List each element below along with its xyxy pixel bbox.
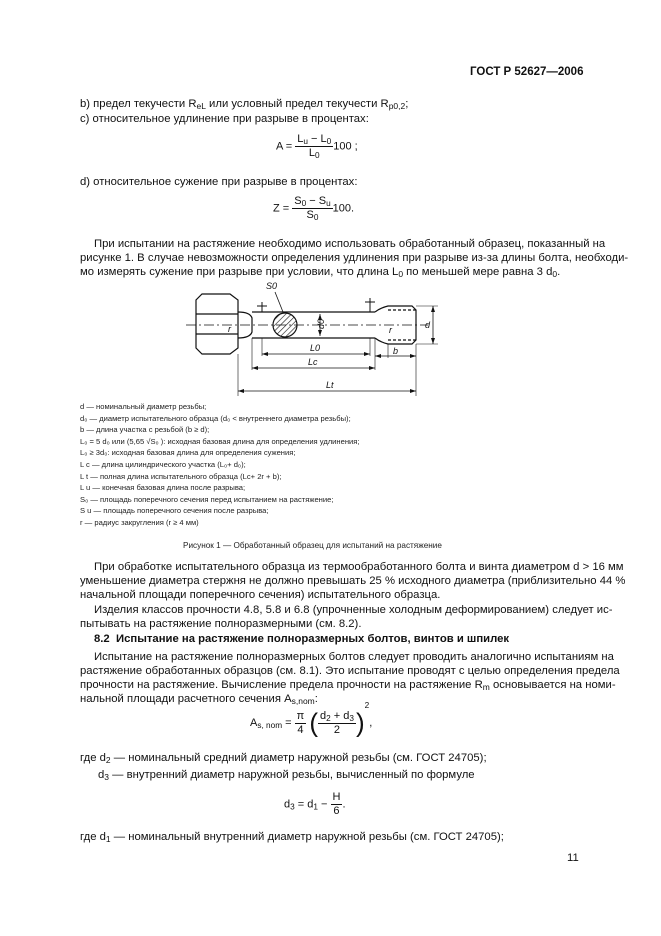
- label-lt: Lt: [326, 380, 334, 390]
- paragraph-1-line-1: При испытании на растяжение необходимо использовать обработанный образец, показанный на: [94, 238, 606, 250]
- legend-item: L₀ ≥ 3d₀: исходная базовая длина для определения сужения;: [80, 448, 296, 458]
- page-number: 11: [567, 852, 579, 864]
- definition-d1: где $d_1$ — номинальный внутренний диаметр наружной резьбы (см. ГОСТ 24705);: [80, 831, 504, 844]
- legend-item: S u — площадь поперечного сечения после разрыва;: [80, 506, 269, 516]
- paragraph-4-line-1: Испытание на растяжение полноразмерных болтов следует проводить аналогично испытаниям на: [94, 651, 614, 663]
- paragraph-1-line-2: рисунке 1. В случае невозможности определения удлинения при разрыве из-за длины болта, необходи-: [80, 252, 629, 264]
- formula-stress-area: $A_{s, nom}$ = $\frac{\pi}{4}$ ( $\frac{d_2 + d_3}{2}$ )$^2$,: [250, 701, 373, 738]
- document-id: ГОСТ Р 52627—2006: [470, 66, 584, 78]
- item-c: c) относительное удлинение при разрыве в процентах:: [80, 113, 369, 125]
- label-d: d: [425, 320, 431, 330]
- label-d0: d0: [316, 318, 326, 329]
- legend-item: L c — длина цилиндрического участка (L₀+ d₀);: [80, 459, 246, 469]
- item-d: d) относительное сужение при разрыве в процентах:: [80, 176, 358, 188]
- paragraph-2-line-3: начальной площади поперечного сечения) испытательного образца.: [80, 589, 441, 601]
- specimen-drawing: [180, 278, 450, 398]
- legend-item: d — номинальный диаметр резьбы;: [80, 402, 207, 411]
- legend-item: r — радиус закругления (r ≥ 4 мм): [80, 517, 199, 527]
- definition-d2: где $d_2$ — номинальный средний диаметр наружной резьбы (см. ГОСТ 24705);: [80, 752, 487, 765]
- figure-caption: Рисунок 1 — Обработанный образец для испытаний на растяжение: [183, 541, 442, 550]
- formula-elongation: A = $\frac{L_u - L_0}{L_0}$ 100 ;: [276, 133, 358, 160]
- section-heading: 8.2 Испытание на растяжение полноразмерных болтов, винтов и шпилек: [94, 633, 510, 645]
- legend-item: d₀ — диаметр испытательного образца (d₀ < внутреннего диаметра резьбы);: [80, 413, 351, 423]
- legend-item: b — длина участка с резьбой (b ≥ d);: [80, 425, 210, 435]
- label-l0: L0: [310, 343, 321, 353]
- cross-section-s0: [273, 313, 297, 337]
- formula-d3: $d_3 = d_1$ − $\frac{H}{6}$ .: [284, 791, 346, 817]
- legend-item: S₀ — площадь поперечного сечения перед испытанием на растяжение;: [80, 494, 334, 504]
- label-lc: Lc: [308, 357, 318, 367]
- paragraph-4-line-4: нальной площади расчетного сечения $A_{s,nom}$:: [80, 693, 318, 706]
- legend-item: L u — конечная базовая длина после разрыва;: [80, 483, 246, 493]
- bolt-head-outline: [196, 294, 238, 354]
- figure-legend: [80, 401, 360, 529]
- legend-item: L₀ = 5 d₀ или (5,65 √S₀ ): исходная базовая длина для определения удлинения;: [80, 436, 360, 446]
- label-s0: S0: [266, 281, 278, 291]
- definition-d3: $d_3$ — внутренний диаметр наружной резьбы, вычисленный по формуле: [98, 769, 475, 782]
- label-r-left: r: [228, 324, 231, 334]
- item-b: b) предел текучести $R_{eL}$ или условный предел текучести $R_{p0,2}$;: [80, 98, 409, 111]
- label-b: b: [393, 346, 399, 356]
- formula-contraction: Z = $\frac{S_0 - S_u}{S_0}$ 100.: [273, 195, 355, 222]
- label-r-right: r: [389, 325, 392, 335]
- paragraph-4-line-2: растяжение обработанных образцов (см. 8.1). Это испытание проводят с целью определения предела: [80, 665, 620, 677]
- paragraph-4-line-3: прочности на растяжение. Вычисление предела прочности на растяжение $R_m$ основывается на номи-: [80, 679, 616, 692]
- paragraph-2-line-1: При обработке испытательного образца из термообработанного болта и винта диаметром d > 16 мм: [94, 561, 624, 573]
- legend-item: L t — полная длина испытательного образца (Lc+ 2r + b);: [80, 471, 282, 481]
- paragraph-3-line-1: Изделия классов прочности 4.8, 5.8 и 6.8 (упрочненные холодным деформированием) следует ис-: [94, 604, 613, 616]
- paragraph-2-line-2: уменьшение диаметра стержня не должно превышать 25 % исходного диаметра (приблизительно 44 %: [80, 575, 626, 587]
- paragraph-3-line-2: пытывать на растяжение полноразмерными (см. 8.2).: [80, 618, 362, 630]
- paragraph-1-line-3: мо измерять сужение при разрыве при условии, что длина $L_0$ по меньшей мере равна 3 $d_0$.: [80, 266, 561, 279]
